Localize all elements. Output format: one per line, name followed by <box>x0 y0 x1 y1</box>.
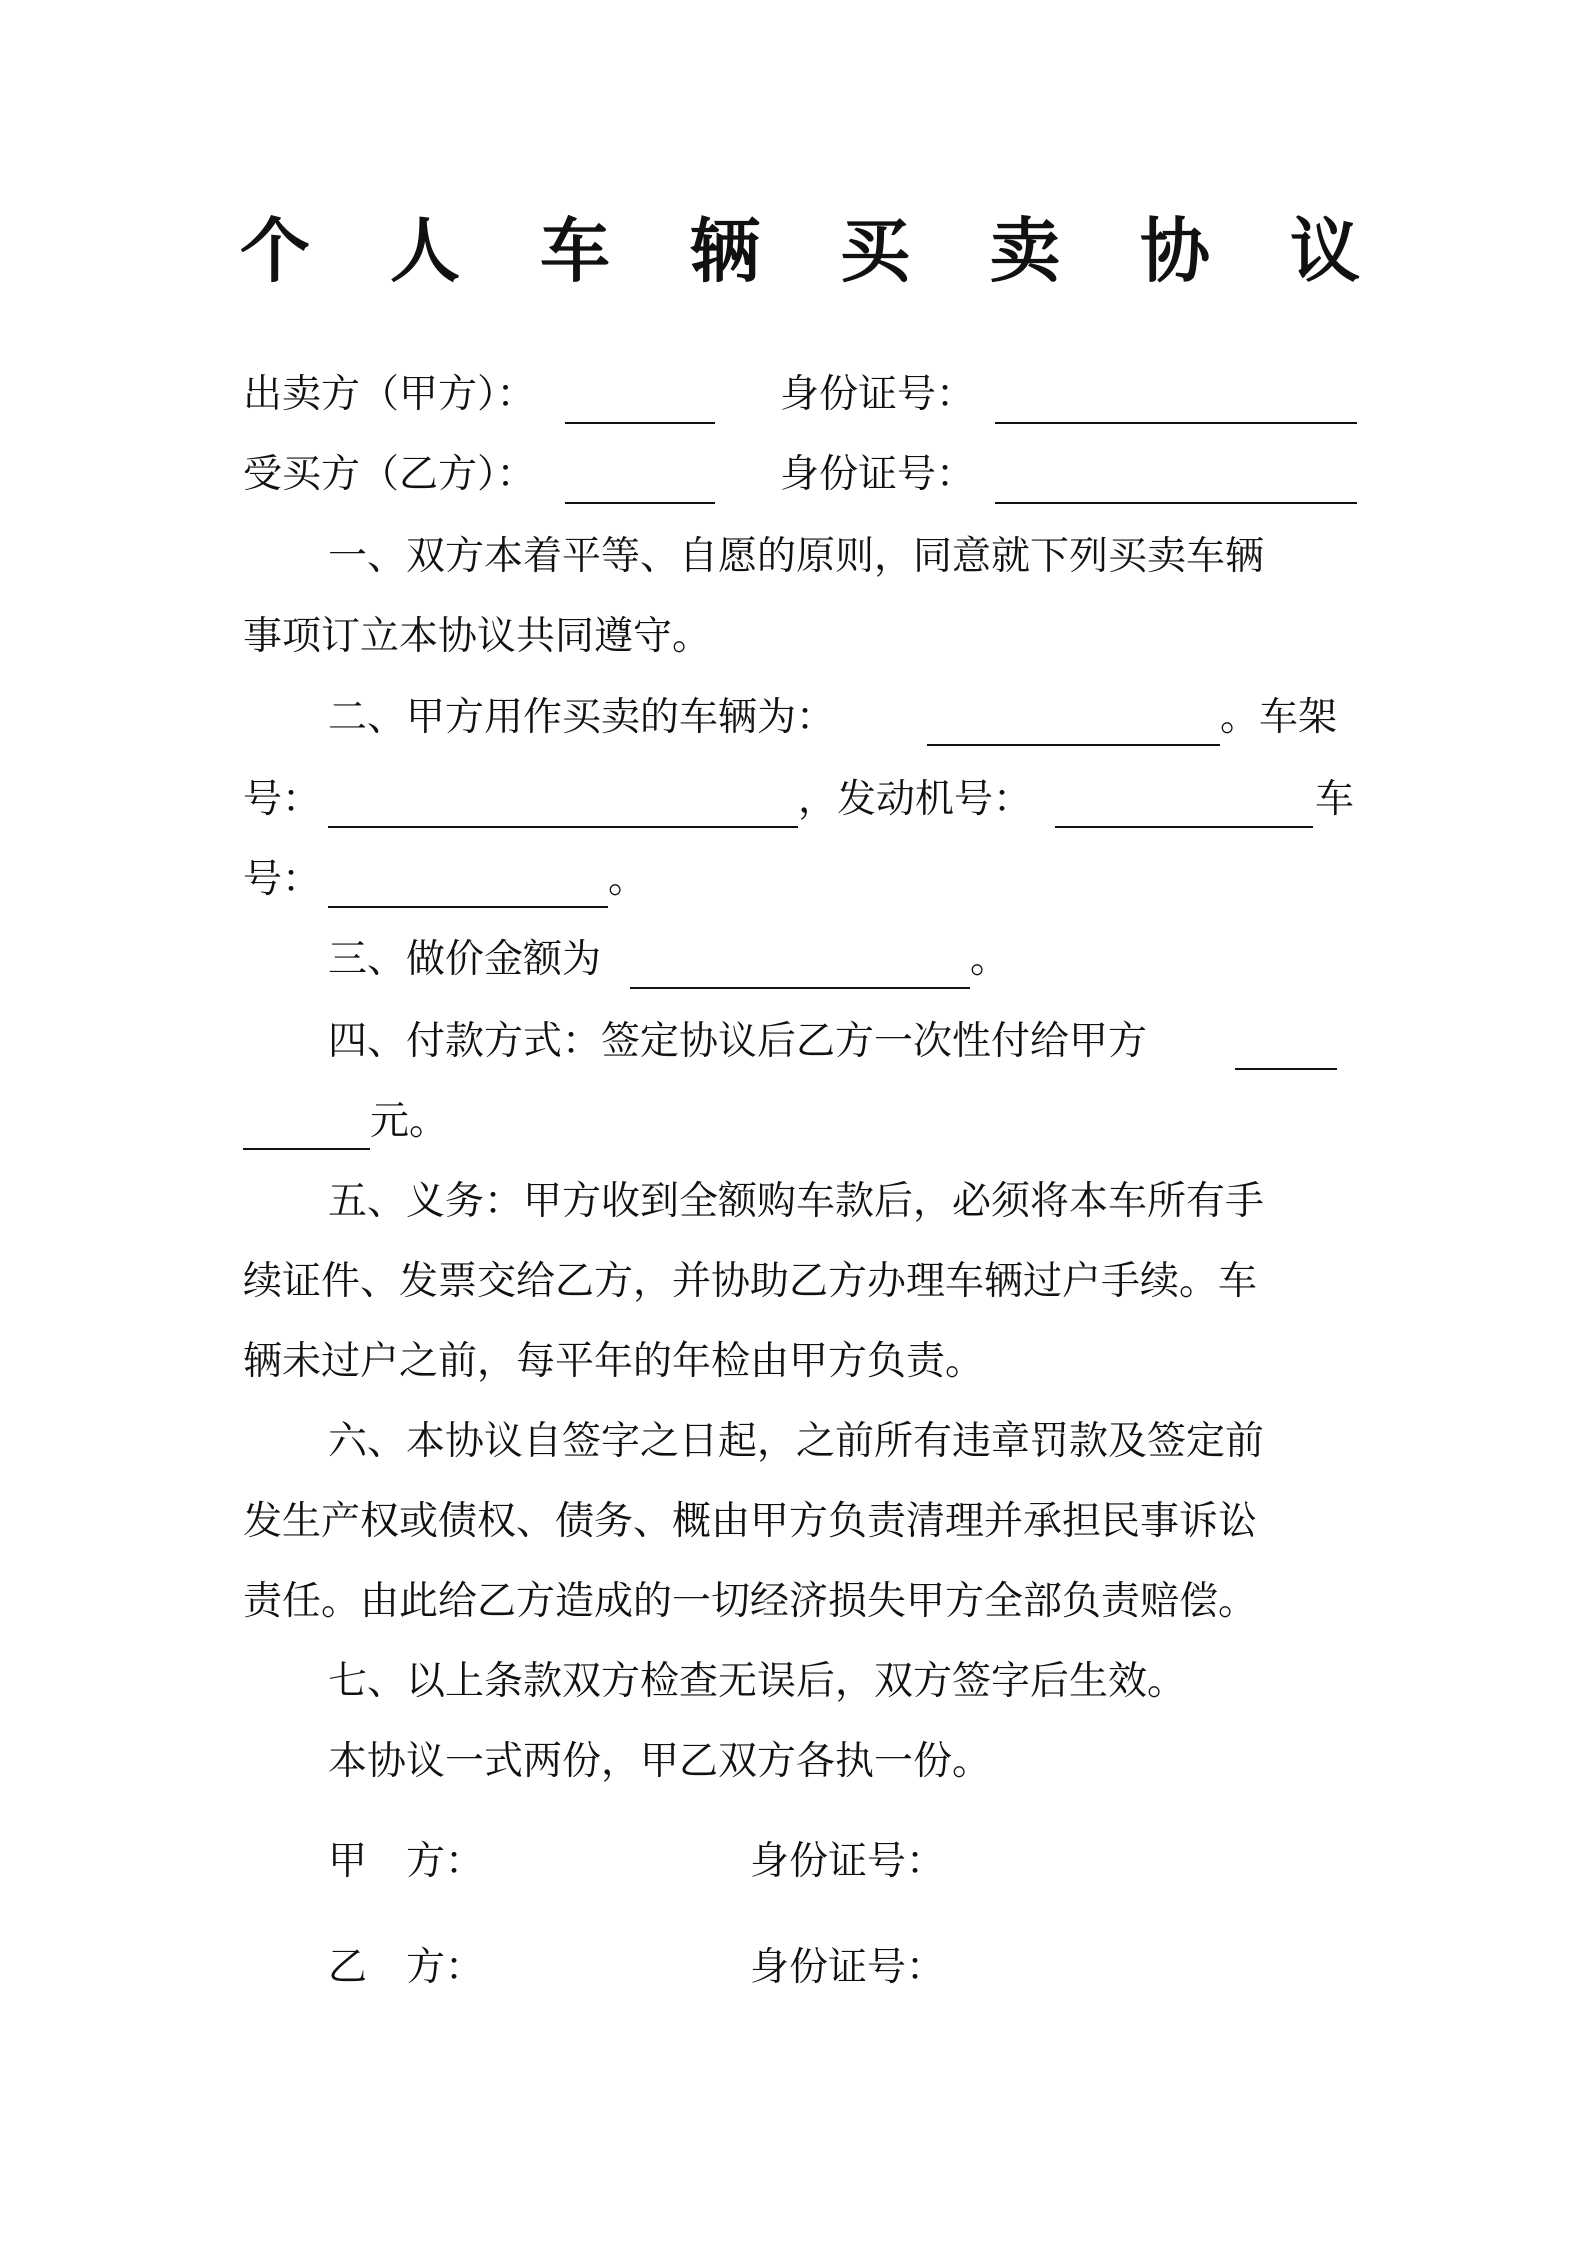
title-char: 买 <box>840 209 910 292</box>
clause-5-line-2: 续证件、发票交给乙方，并协助乙方办理车辆过户手续。车 <box>243 1259 1258 1304</box>
clause-6-line-3: 责任。由此给乙方造成的一切经济损失甲方全部负责赔偿。 <box>243 1579 1258 1624</box>
clause-4-text: 元。 <box>370 1099 449 1144</box>
party-a-id-label: 身份证号： <box>750 1839 946 1884</box>
payment-amount-blank[interactable] <box>1235 1068 1337 1070</box>
buyer-label: 受买方（乙方）： <box>243 452 536 497</box>
clause-2-text: 二、甲方用作买卖的车辆为： <box>328 695 836 740</box>
vehicle-blank[interactable] <box>927 744 1220 746</box>
copies-text: 本协议一式两份，甲乙双方各执一份。 <box>328 1739 992 1784</box>
clause-3-text: 三、做价金额为 <box>328 937 602 982</box>
buyer-name-blank[interactable] <box>565 502 715 504</box>
seller-id-label: 身份证号： <box>780 372 976 417</box>
clause-6-line-2: 发生产权或债权、债务、概由甲方负责清理并承担民事诉讼 <box>243 1499 1258 1544</box>
party-b-signature-label: 乙 方： <box>328 1945 485 1990</box>
clause-5-line-3: 辆未过户之前，每平年的年检由甲方负责。 <box>243 1339 985 1384</box>
plate-number-blank[interactable] <box>328 906 608 908</box>
clause-3-text: 。 <box>970 937 1010 982</box>
title-char: 车 <box>540 209 610 292</box>
price-blank[interactable] <box>630 987 970 989</box>
chassis-number-blank[interactable] <box>328 826 798 828</box>
clause-5-line-1: 五、义务：甲方收到全额购车款后，必须将本车所有手 <box>328 1179 1265 1224</box>
party-b-id-label: 身份证号： <box>750 1945 946 1990</box>
clause-7-text: 七、以上条款双方检查无误后，双方签字后生效。 <box>328 1659 1187 1704</box>
seller-label: 出卖方（甲方）： <box>243 372 536 417</box>
seller-name-blank[interactable] <box>565 422 715 424</box>
clause-1-line-1: 一、双方本着平等、自愿的原则，同意就下列买卖车辆 <box>328 534 1265 579</box>
title-char: 个 <box>240 209 310 292</box>
party-a-signature-label: 甲 方： <box>328 1839 485 1884</box>
payment-amount-blank-cont[interactable] <box>243 1148 370 1150</box>
seller-id-blank[interactable] <box>995 422 1357 424</box>
clause-2-text: 车 <box>1315 777 1355 822</box>
title-char: 议 <box>1290 209 1360 292</box>
document-title <box>240 200 1360 290</box>
clause-6-line-1: 六、本协议自签字之日起，之前所有违章罚款及签定前 <box>328 1419 1265 1464</box>
clause-2-text: 。车架 <box>1220 695 1338 740</box>
clause-2-text: ，发动机号： <box>798 777 1033 822</box>
clause-4-text: 四、付款方式：签定协议后乙方一次性付给甲方 <box>328 1019 1148 1064</box>
title-char: 卖 <box>990 209 1060 292</box>
engine-number-blank[interactable] <box>1055 826 1313 828</box>
clause-2-text: 。 <box>608 857 648 902</box>
title-char: 辆 <box>690 209 760 292</box>
clause-2-text: 号： <box>243 777 322 822</box>
buyer-id-blank[interactable] <box>995 502 1357 504</box>
title-char: 协 <box>1140 209 1210 292</box>
buyer-id-label: 身份证号： <box>780 452 976 497</box>
clause-1-line-2: 事项订立本协议共同遵守。 <box>243 614 712 659</box>
title-char: 人 <box>390 209 460 292</box>
clause-2-text: 号： <box>243 857 322 902</box>
